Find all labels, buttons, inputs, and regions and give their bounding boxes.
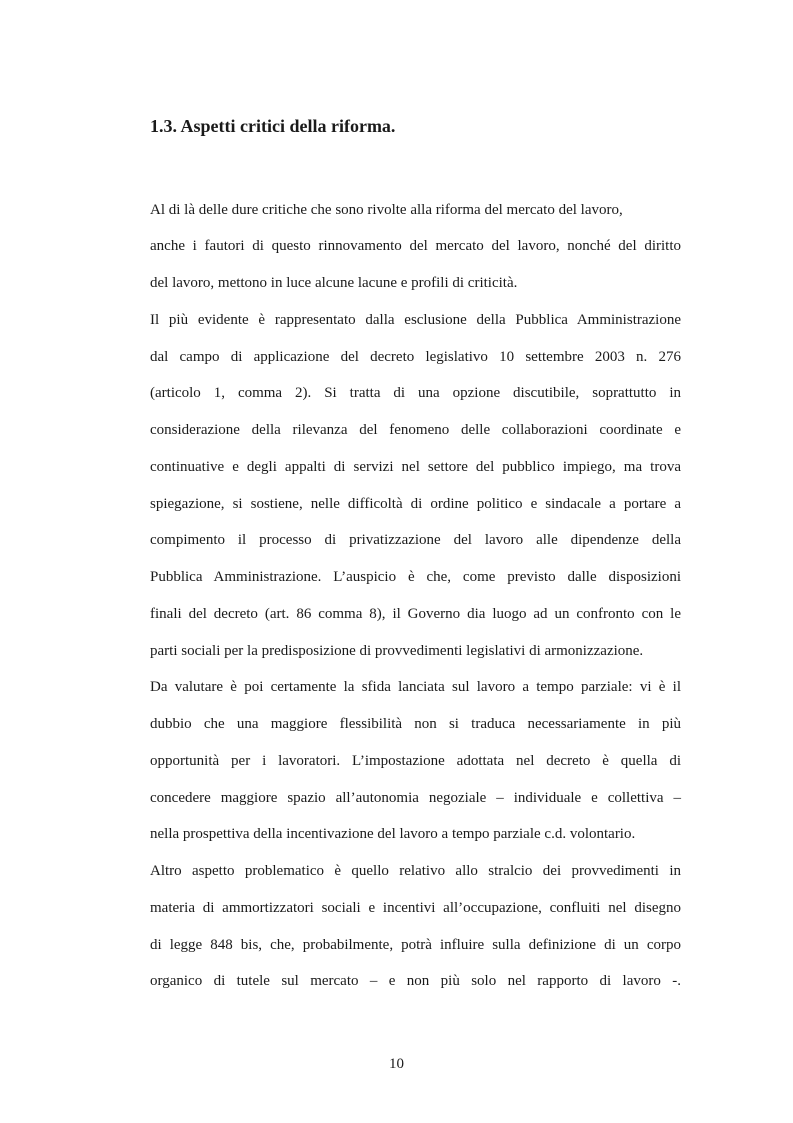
text-line: dubbio che una maggiore flessibilità non si traduca necessariamente in più bbox=[150, 716, 681, 732]
text-line: compimento il processo di privatizzazione del lavoro alle dipendenze della bbox=[150, 532, 681, 548]
text-line: continuative e degli appalti di servizi nel settore del pubblico impiego, ma trova bbox=[150, 459, 681, 475]
text-line: parti sociali per la predisposizione di provvedimenti legislativi di armonizzazione. bbox=[150, 643, 644, 659]
text-line: (articolo 1, comma 2). Si tratta di una opzione discutibile, soprattutto in bbox=[150, 385, 681, 401]
text-line: Altro aspetto problematico è quello relativo allo stralcio dei provvedimenti in bbox=[150, 863, 681, 879]
text-line: finali del decreto (art. 86 comma 8), il Governo dia luogo ad un confronto con le bbox=[150, 606, 681, 622]
text-line: anche i fautori di questo rinnovamento del mercato del lavoro, nonché del diritto bbox=[150, 238, 681, 254]
text-line: dal campo di applicazione del decreto legislativo 10 settembre 2003 n. 276 bbox=[150, 349, 681, 365]
section-heading: 1.3. Aspetti critici della riforma. bbox=[150, 116, 396, 136]
text-line: Il più evidente è rappresentato dalla esclusione della Pubblica Amministrazione bbox=[150, 312, 681, 328]
text-line: opportunità per i lavoratori. L’impostazione adottata nel decreto è quella di bbox=[150, 753, 681, 769]
text-line: Al di là delle dure critiche che sono rivolte alla riforma del mercato del lavoro, bbox=[150, 202, 623, 218]
text-line: Pubblica Amministrazione. L’auspicio è che, come previsto dalle disposizioni bbox=[150, 569, 681, 585]
text-line: di legge 848 bis, che, probabilmente, potrà influire sulla definizione di un corpo bbox=[150, 937, 681, 953]
text-line: concedere maggiore spazio all’autonomia negoziale – individuale e collettiva – bbox=[150, 790, 681, 806]
text-line: considerazione della rilevanza del fenomeno delle collaborazioni coordinate e bbox=[150, 422, 681, 438]
text-line: nella prospettiva della incentivazione del lavoro a tempo parziale c.d. volontario. bbox=[150, 826, 636, 842]
page-number: 10 bbox=[389, 1056, 404, 1072]
text-line: materia di ammortizzatori sociali e incentivi all’occupazione, confluiti nel disegno bbox=[150, 900, 681, 916]
text-line: spiegazione, si sostiene, nelle difficoltà di ordine politico e sindacale a portare a bbox=[150, 496, 681, 512]
text-line: del lavoro, mettono in luce alcune lacune e profili di criticità. bbox=[150, 275, 518, 291]
text-line: Da valutare è poi certamente la sfida lanciata sul lavoro a tempo parziale: vi è il bbox=[150, 679, 681, 695]
text-line: organico di tutele sul mercato – e non più solo nel rapporto di lavoro -. bbox=[150, 973, 681, 989]
